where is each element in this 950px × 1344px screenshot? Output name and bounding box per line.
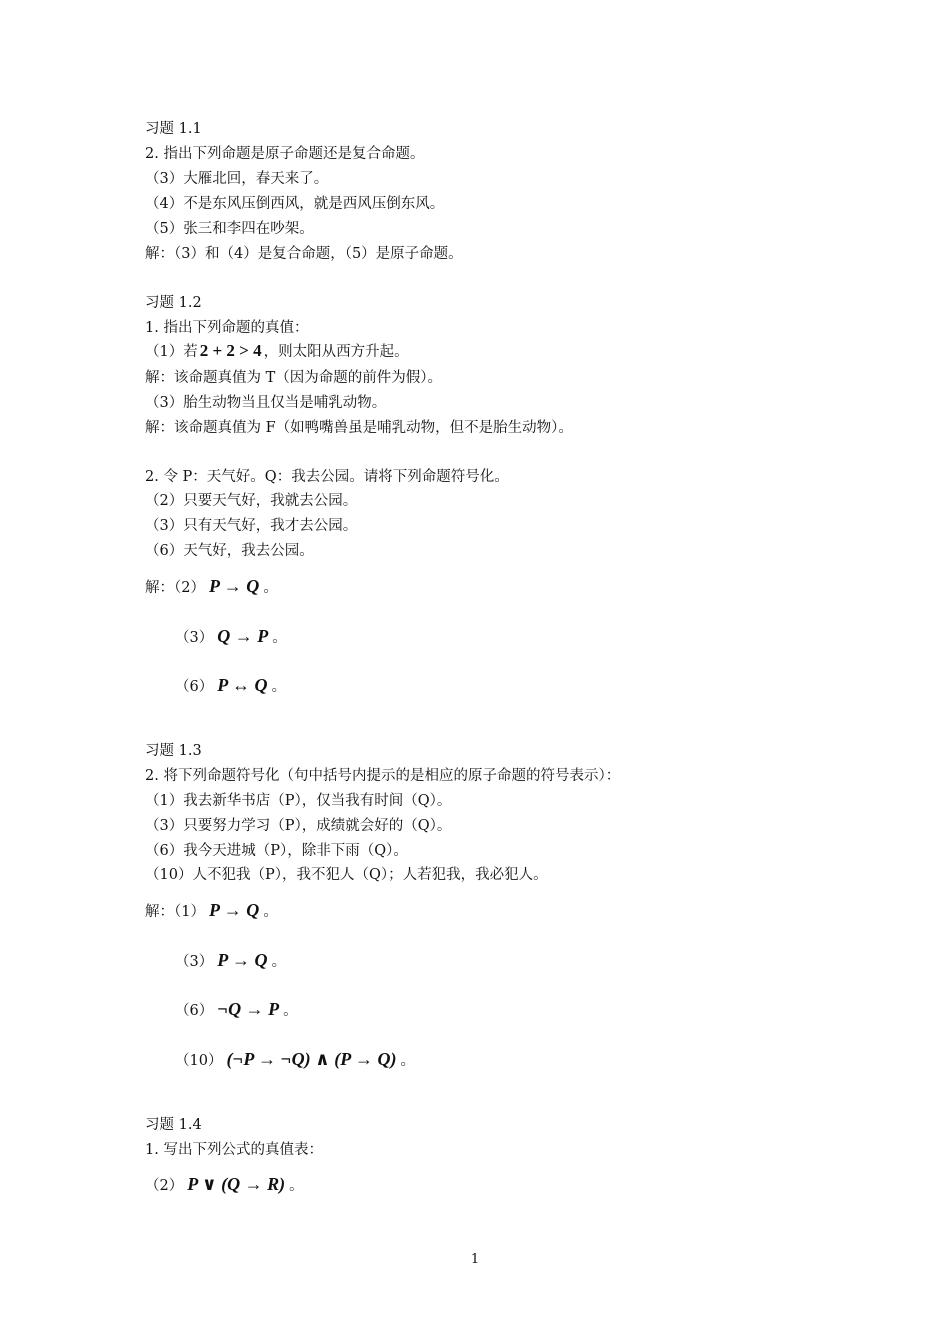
math-formula: ¬Q → P xyxy=(217,999,280,1019)
solution-suffix: 。 xyxy=(271,954,287,970)
item-prefix: （1）若 xyxy=(145,344,198,360)
answer-text: 解：该命题真值为 T（因为命题的前件为假）。 xyxy=(145,370,443,386)
solution-line xyxy=(175,673,286,699)
page-number: 1 xyxy=(470,1252,480,1267)
solution-suffix: 。 xyxy=(271,679,287,695)
math-formula: 2 + 2 > 4 xyxy=(199,341,262,360)
question-item xyxy=(145,1172,304,1198)
section-title-1-3: 习题 1.3 xyxy=(145,743,202,759)
math-formula: P → Q xyxy=(208,576,260,596)
solution-prefix: （6） xyxy=(175,1003,214,1019)
solution-prefix: （6） xyxy=(175,679,214,695)
solution-line xyxy=(175,997,298,1023)
solution-prefix: （3） xyxy=(175,954,214,970)
solution-line xyxy=(145,898,278,924)
solution-suffix: 。 xyxy=(283,1003,298,1019)
solution-suffix: 。 xyxy=(272,630,287,646)
solution-prefix: 解：（1） xyxy=(145,904,205,920)
question-text: 1. 写出下列公式的真值表： xyxy=(145,1142,323,1158)
question-item: （6）我今天进城（P），除非下雨（Q）。 xyxy=(145,843,408,859)
question-item: （1）我去新华书店（P），仅当我有时间（Q）。 xyxy=(145,793,452,809)
question-item: （3）只要努力学习（P），成绩就会好的（Q）。 xyxy=(145,818,452,834)
question-text: 2. 将下列命题符号化（句中括号内提示的是相应的原子命题的符号表示）： xyxy=(145,768,621,784)
section-title-1-4: 习题 1.4 xyxy=(145,1117,202,1133)
answer-text: 解：（3）和（4）是复合命题，（5）是原子命题。 xyxy=(145,246,463,262)
question-item: （3）大雁北回，春天来了。 xyxy=(145,171,329,187)
question-text: 2. 指出下列命题是原子命题还是复合命题。 xyxy=(145,146,425,162)
question-item: （3）胎生动物当且仅当是哺乳动物。 xyxy=(145,395,387,411)
solution-line xyxy=(145,574,278,600)
solution-suffix: 。 xyxy=(263,904,278,920)
math-formula: P ∨ (Q → R) xyxy=(187,1174,286,1194)
solution-line xyxy=(175,948,286,974)
item-suffix: 。 xyxy=(289,1178,304,1194)
solution-prefix: （10） xyxy=(175,1053,223,1069)
solution-line xyxy=(175,1047,415,1073)
math-formula: (¬P → ¬Q) ∧ (P → Q) xyxy=(226,1049,397,1069)
question-item: （3）只有天气好，我才去公园。 xyxy=(145,518,358,534)
solution-suffix: 。 xyxy=(263,580,278,596)
solution-line xyxy=(175,624,287,650)
question-item: （4）不是东风压倒西风，就是西风压倒东风。 xyxy=(145,196,445,212)
item-suffix: ，则太阳从西方升起。 xyxy=(263,344,409,360)
question-item: （6）天气好，我去公园。 xyxy=(145,543,314,559)
question-item: （5）张三和李四在吵架。 xyxy=(145,221,314,237)
question-text: 2. 令 P：天气好。Q：我去公园。请将下列命题符号化。 xyxy=(145,469,509,485)
item-prefix: （2） xyxy=(145,1178,184,1194)
question-item: （10）人不犯我（P），我不犯人（Q）；人若犯我，我必犯人。 xyxy=(145,867,548,883)
math-formula: P ↔ Q xyxy=(217,675,268,695)
question-text: 1. 指出下列命题的真值： xyxy=(145,320,309,336)
solution-prefix: 解：（2） xyxy=(145,580,205,596)
math-formula: Q → P xyxy=(217,626,269,646)
solution-suffix: 。 xyxy=(400,1053,416,1069)
section-title-1-2: 习题 1.2 xyxy=(145,295,202,311)
solution-prefix: （3） xyxy=(175,630,214,646)
question-item xyxy=(145,341,409,362)
answer-text: 解：该命题真值为 F（如鸭嘴兽虽是哺乳动物，但不是胎生动物）。 xyxy=(145,420,573,436)
question-item: （2）只要天气好，我就去公园。 xyxy=(145,493,358,509)
section-title-1-1: 习题 1.1 xyxy=(145,121,202,137)
math-formula: P → Q xyxy=(217,950,268,970)
math-formula: P → Q xyxy=(208,900,260,920)
